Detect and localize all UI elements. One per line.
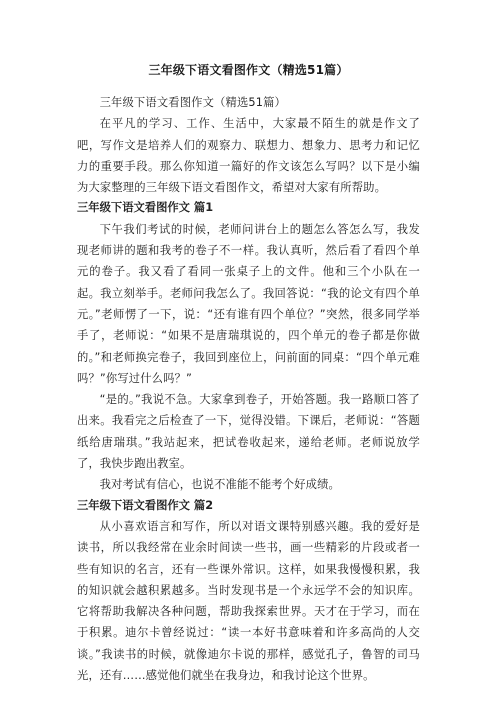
document-subtitle: 三年级下语文看图作文（精选51篇） bbox=[99, 96, 286, 109]
section-1-paragraph-2: “是的。”我说不急。大家拿到卷子，开始答题。我一路顺口答了出来。我看完之后检查了一下，觉得没错。下课后，老师说：“答题纸给唐瑞琪。”我站起来，把试卷收起来，递给老师。老师说放学了，我快步跑出教室。 bbox=[77, 393, 420, 471]
section-1-paragraph-1: 下午我们考试的时候，老师问讲台上的题怎么答怎么写，我发现老师讲的题和我考的卷子不一样。我认真听，然后看了看四个单元的卷子。我又看了看同一张桌子上的文件。他和三个小队在一起。我立刻举手。老师问我怎么了。我回答说：“我的论文有四个单元。”老师愣了一下，说：“还有谁有四个单位？”突然，很多同学举手了，老师说：“如果不是唐瑞琪说的，四个单元的卷子都是你做的。”和老师换完卷子，我回到座位上，问前面的同桌：“四个单元难吗？”你写过什么吗？” bbox=[77, 222, 420, 385]
section-heading-2: 三年级下语文看图作文 篇2 bbox=[77, 498, 214, 512]
section-2-paragraph-1: 从小喜欢语言和写作，所以对语文课特别感兴趣。我的爱好是读书，所以我经常在业余时间读一些书，画一些精彩的片段或者一些有知识的名言，还有一些课外常识。这样，如果我慢慢积累，我的知识就会越积累越多。当时发现书是一个永远学不会的知识库。它将帮助我解决各种问题，帮助我探索世界。天才在于学习，而在于积累。迪尔卡曾经说过：“读一本好书意味着和许多高尚的人交谈。”我读书的时候，就像迪尔卡说的那样，感觉孔子，鲁智的司马光，还有……感觉他们就坐在我身边，和我讨论这个世界。 bbox=[77, 519, 420, 683]
section-heading-1: 三年级下语文看图作文 篇1 bbox=[77, 201, 214, 215]
section-1-paragraph-3: 我对考试有信心，也说不准能不能考个好成绩。 bbox=[99, 478, 340, 492]
document-title: 三年级下语文看图作文（精选51篇） bbox=[148, 63, 349, 77]
intro-paragraph: 在平凡的学习、工作、生活中，大家最不陌生的就是作文了吧，写作文是培养人们的观察力、联想力、想象力、思考力和记忆力的重要手段。那么你知道一篇好的作文该怎么写吗？以下是小编为大家整理的三年级下语文看图作文，希望对大家有所帮助。 bbox=[77, 117, 420, 195]
